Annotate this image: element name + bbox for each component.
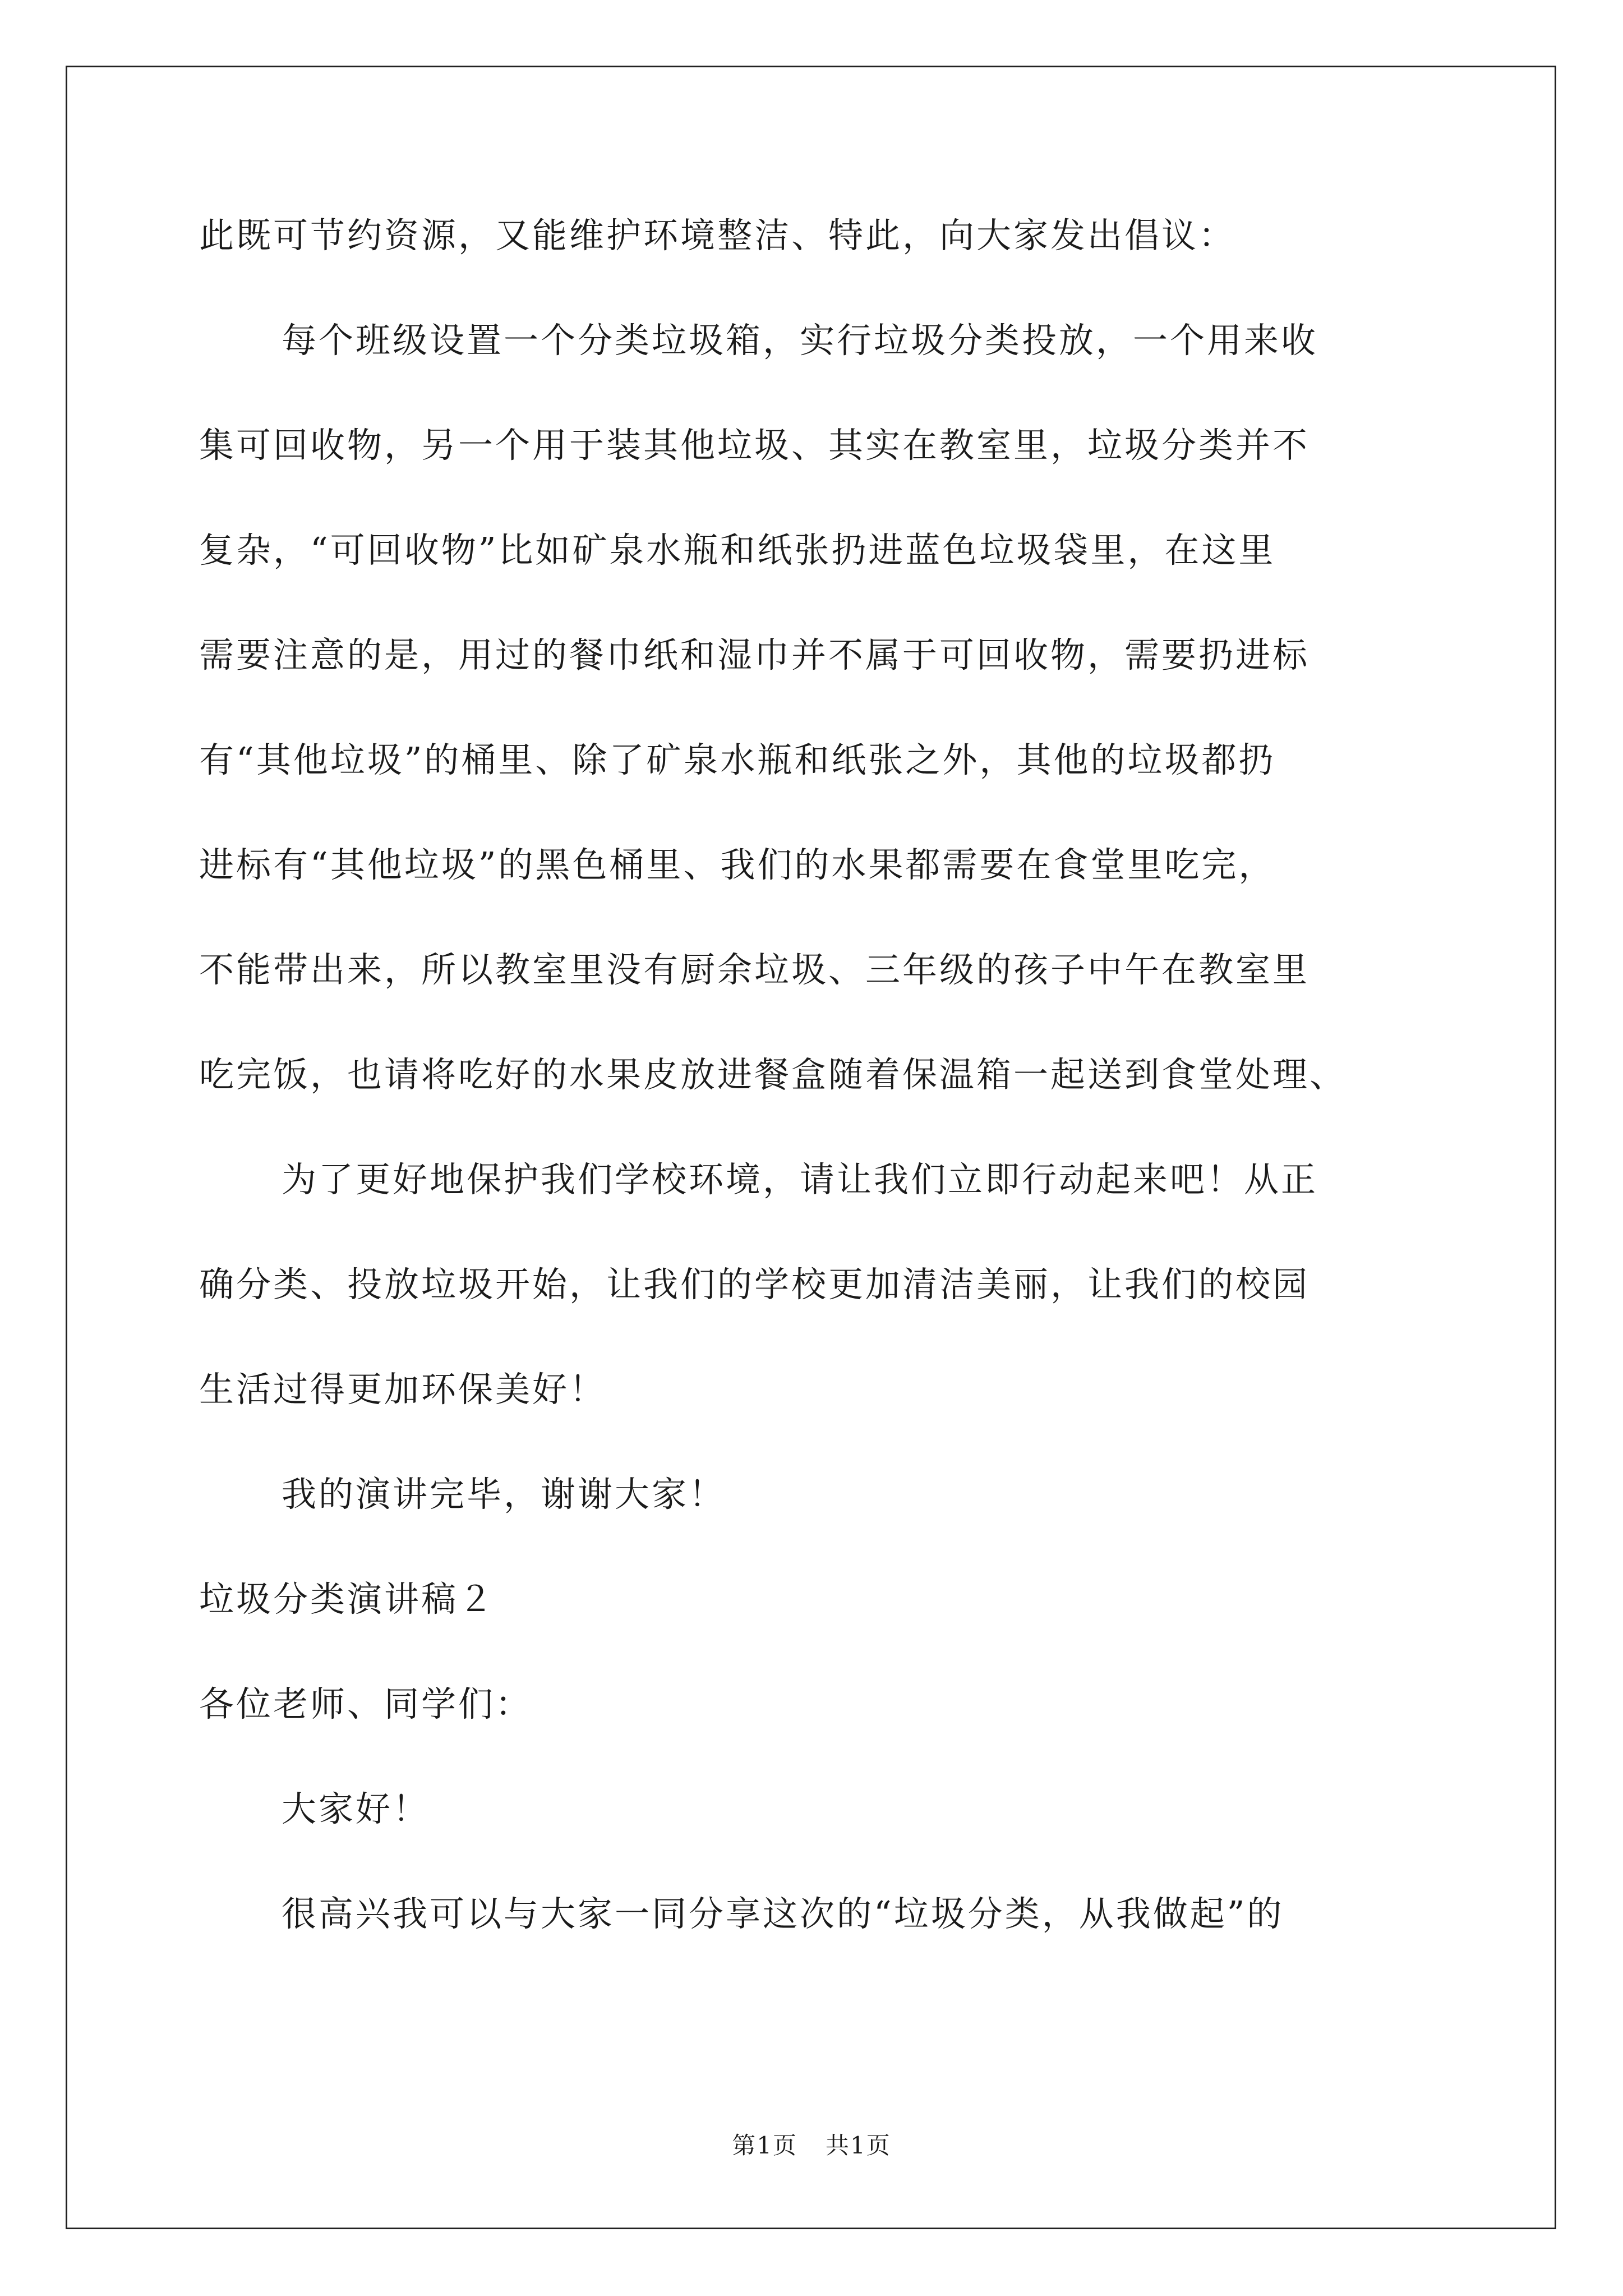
body-line-7: 进标有“其他垃圾”的黑色桶里、我们的水果都需要在食堂里吃完， (199, 844, 1276, 885)
page-footer (0, 2130, 1623, 2161)
body-line-9: 吃完饭，也请将吃好的水果皮放进餐盒随着保温箱一起送到食堂处理、 (199, 1054, 1347, 1095)
body-line-13: 我的演讲完毕，谢谢大家！ (282, 1474, 726, 1515)
body-line-2: 每个班级设置一个分类垃圾箱，实行垃圾分类投放，一个用来收 (282, 320, 1318, 361)
greeting: 大家好！ (282, 1788, 430, 1829)
body-line-10: 为了更好地保护我们学校环境，请让我们立即行动起来吧！从正 (282, 1159, 1318, 1200)
section-heading: 垃圾分类演讲稿２ (199, 1579, 496, 1619)
body-line-11: 确分类、投放垃圾开始，让我们的学校更加清洁美丽，让我们的校园 (199, 1264, 1310, 1305)
body-line-17: 很高兴我可以与大家一同分享这次的“垃圾分类，从我做起”的 (282, 1893, 1284, 1934)
salutation: 各位老师、同学们： (199, 1683, 533, 1724)
body-line-4: 复杂，“可回收物”比如矿泉水瓶和纸张扔进蓝色垃圾袋里，在这里 (199, 530, 1276, 570)
body-line-8: 不能带出来，所以教室里没有厨余垃圾、三年级的孩子中午在教室里 (199, 949, 1310, 990)
page-number-total: 共1页 (826, 2132, 891, 2159)
body-line-6: 有“其他垃圾”的桶里、除了矿泉水瓶和纸张之外，其他的垃圾都扔 (199, 739, 1276, 780)
body-line-3: 集可回收物，另一个用于装其他垃圾、其实在教室里，垃圾分类并不 (199, 425, 1310, 466)
page-number-current: 第1页 (732, 2132, 797, 2159)
body-line-1: 此既可节约资源，又能维护环境整洁、特此，向大家发出倡议： (199, 215, 1236, 256)
body-line-5: 需要注意的是，用过的餐巾纸和湿巾并不属于可回收物，需要扔进标 (199, 634, 1310, 675)
body-line-12: 生活过得更加环保美好！ (199, 1369, 607, 1410)
